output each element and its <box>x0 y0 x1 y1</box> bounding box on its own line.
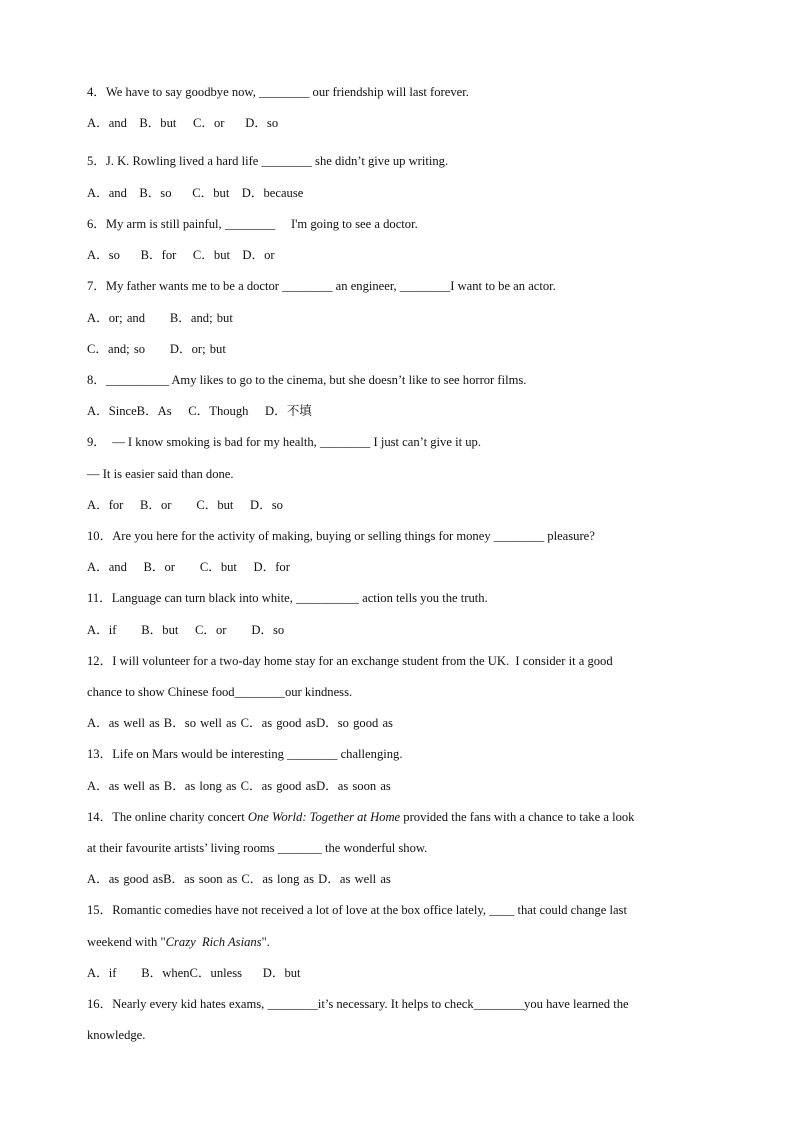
question-4-text: 4．We have to say goodbye now, ________ our friendship will last forever. <box>87 85 469 99</box>
question-15-title-italic: Crazy Rich Asians <box>165 935 262 949</box>
question-10-text: 10．Are you here for the activity of making, buying or selling things for money ________ pleasure? <box>87 529 595 543</box>
question-6-text: 6．My arm is still painful, ________ I'm going to see a doctor. <box>87 217 418 231</box>
question-14-text-pre: 14．The online charity concert <box>87 810 248 824</box>
question-16-text-cont: knowledge. <box>87 1028 146 1042</box>
question-10-options: A．and B．or C．but D．for <box>87 560 290 574</box>
question-5-text: 5．J. K. Rowling lived a hard life ________ she didn’t give up writing. <box>87 154 449 168</box>
question-14-options: A．as good asB．as soon as C．as long as D．as well as <box>87 872 391 886</box>
question-15-options: A．if B．whenC．unless D．but <box>87 966 301 980</box>
question-14-text-cont: at their favourite artists’ living rooms _______ the wonderful show. <box>87 841 428 855</box>
question-12-options: A．as well as B．so well as C．as good asD．so good as <box>87 716 393 730</box>
question-9-text: 9． — I know smoking is bad for my health, ________ I just can’t give it up. <box>87 435 481 449</box>
question-9-reply: — It is easier said than done. <box>87 467 234 481</box>
question-16-text: 16．Nearly every kid hates exams, ________it’s necessary. It helps to check________you have learned the <box>87 997 629 1011</box>
question-12-text: 12．I will volunteer for a two-day home stay for an exchange student from the UK. I consider it a good <box>87 654 613 668</box>
question-13-text: 13．Life on Mars would be interesting ________ challenging. <box>87 747 403 761</box>
question-7-options-ab: A．or; and B．and; but <box>87 311 233 325</box>
question-8-text: 8．__________ Amy likes to go to the cinema, but she doesn’t like to see horror films. <box>87 373 527 387</box>
question-15-text-pre: weekend with " <box>87 935 166 949</box>
question-14-title-italic: One World: Together at Home <box>247 810 401 824</box>
question-14-text <box>87 809 634 825</box>
question-12-text-cont: chance to show Chinese food________our kindness. <box>87 685 353 699</box>
question-11-text: 11．Language can turn black into white, __________ action tells you the truth. <box>87 591 488 605</box>
question-5-options: A．and B．so C．but D．because <box>87 186 304 200</box>
question-14-text-post: provided the fans with a chance to take a look <box>400 810 635 824</box>
question-15-text: 15．Romantic comedies have not received a lot of love at the box office lately, ____ that could change last <box>87 903 627 917</box>
question-7-text: 7．My father wants me to be a doctor ________ an engineer, ________I want to be an actor. <box>87 279 556 293</box>
question-7-options-cd: C．and; so D．or; but <box>87 342 226 356</box>
question-4-options: A．and B．but C．or D．so <box>87 116 279 130</box>
question-13-options: A．as well as B．as long as C．as good asD．as soon as <box>87 779 391 793</box>
question-15-text-cont <box>87 934 270 950</box>
question-15-text-post: ". <box>261 935 270 949</box>
question-9-options: A．for B．or C．but D．so <box>87 498 283 512</box>
question-6-options: A．so B．for C．but D．or <box>87 248 275 262</box>
question-11-options: A．if B．but C．or D．so <box>87 623 285 637</box>
question-8-options: A．SinceB．As C．Though D．不填 <box>87 404 312 418</box>
